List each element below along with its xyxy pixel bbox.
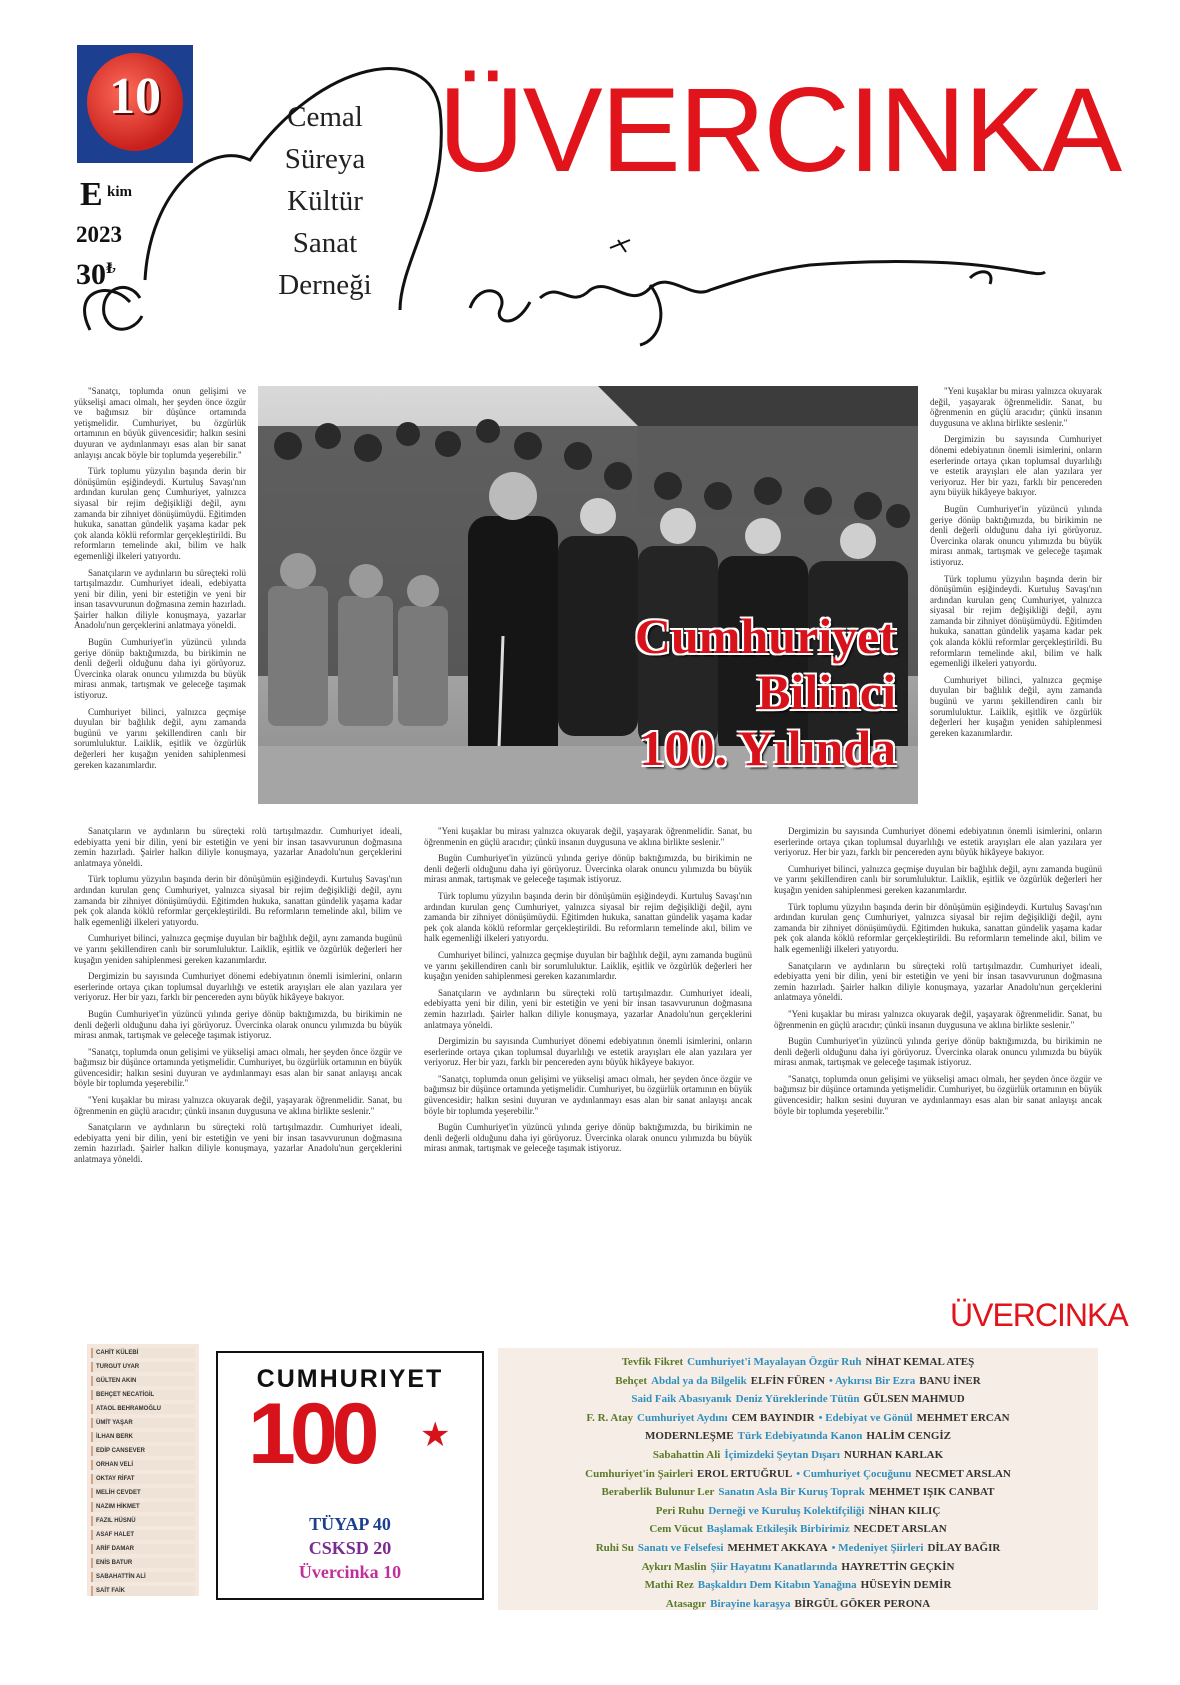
headline-line: 100. Yılında [639, 720, 896, 776]
contents-row[interactable] [498, 1520, 1098, 1539]
toc-item: TURGUT UYAR [91, 1362, 195, 1372]
toc-item: ARİF DAMAR [91, 1544, 195, 1554]
anniversary-line: Üvercinka 10 [298, 1562, 402, 1582]
toc-item: ATAOL BEHRAMOĞLU [91, 1404, 195, 1414]
author-name: BİRGÜL GÖKER PERONA [794, 1597, 931, 1610]
contents-row[interactable] [498, 1353, 1098, 1372]
body-paragraph: "Yeni kuşaklar bu mirası yalnızca okuyarak değil, yaşayarak öğrenmelidir. Sanat, bu öğrenmenin en güçlü aracıdır; çünkü insanın duygusuna ve aklına birlikte seslenir." [930, 386, 1102, 428]
toc-item: ORHAN VELİ [91, 1460, 195, 1470]
article-title: İçimizdeki Şeytan Dışarı [724, 1448, 840, 1461]
article-title: • Aykırısı Bir Ezra [829, 1374, 916, 1387]
body-paragraph: Türk toplumu yüzyılın başında derin bir dönüşümün eşiğindeydi. Kurtuluş Savaşı'nın ardından kurulan genç Cumhuriyet, yalnızca siyasal bir rejim değişikliği değil, aynı zamanda bir zihniyet dönüşümüydü. Eğitimden hukuka, sanattan gündelik yaşama kadar pek çok alanda köklü reformlar gerçekleştirildi. Bu reformların temelinde akıl, bilim ve halk egemenliği ilkeleri yatıyordu. [424, 890, 752, 944]
toc-item: ÜMİT YAŞAR [91, 1418, 195, 1428]
author-name: NECMET ARSLAN [915, 1467, 1011, 1480]
article-title: • Edebiyat ve Gönül [818, 1411, 913, 1424]
article-title: • Cumhuriyet Çocuğunu [796, 1467, 912, 1480]
article-title: • Medeniyet Şiirleri [831, 1541, 924, 1554]
toc-item: EDİP CANSEVER [91, 1446, 195, 1456]
contents-row[interactable] [498, 1595, 1098, 1614]
subject-label: Tevfik Fikret [621, 1356, 684, 1368]
body-paragraph: Dergimizin bu sayısında Cumhuriyet dönemi edebiyatının önemli isimlerini, onların eserlerinde ortaya çıkan toplumsal duyarlılığı ve estetik arayışları ele alan yazılara yer veriyoruz. Her bir yazı, farklı bir pencereden aynı büyük hikâyeye bakıyor. [74, 971, 402, 1003]
assoc-line: Süreya [284, 143, 366, 175]
column-lower-1 [74, 826, 402, 1330]
body-paragraph: "Yeni kuşaklar bu mirası yalnızca okuyarak değil, yaşayarak öğrenmelidir. Sanat, bu öğrenmenin en güçlü aracıdır; çünkü insanın duygusuna ve aklına birlikte seslenir." [774, 1008, 1102, 1030]
subject-label: Behçet [615, 1374, 648, 1387]
author-name: HALİM CENGİZ [866, 1430, 951, 1443]
subject-label: Peri Ruhu [655, 1504, 705, 1517]
contents-row[interactable] [498, 1372, 1098, 1391]
toc-strip [87, 1344, 199, 1596]
subject-label: F. R. Atay [586, 1411, 634, 1424]
body-paragraph: Türk toplumu yüzyılın başında derin bir dönüşümün eşiğindeydi. Kurtuluş Savaşı'nın ardından kurulan genç Cumhuriyet, yalnızca siyasal bir rejim değişikliği değil, aynı zamanda bir zihniyet dönüşümüydü. Eğitimden hukuka, sanattan gündelik yaşama kadar pek çok alanda köklü reformlar gerçekleştirildi. Bu reformların temelinde akıl, bilim ve halk egemenliği ilkeleri yatıyordu. [74, 466, 246, 561]
subject-label: Atasagır [665, 1597, 707, 1610]
article-title: Şiir Hayatını Kanatlarında [710, 1560, 838, 1573]
body-paragraph: Cumhuriyet bilinci, yalnızca geçmişe duyulan bir bağlılık değil, aynı zamanda bugünü ve yarını şekillendiren canlı bir sorumluluktur. Laiklik, eşitlik ve özgürlük değerleri her kuşağın yeniden sahiplenmesi gereken kazanımlardır. [74, 706, 246, 770]
issue-letter: E [80, 176, 103, 213]
article-title: Derneği ve Kuruluş Kolektifçiliği [708, 1504, 865, 1517]
body-paragraph: Cumhuriyet bilinci, yalnızca geçmişe duyulan bir bağlılık değil, aynı zamanda bugünü ve yarını şekillendiren canlı bir sorumluluktur. Laiklik, eşitlik ve özgürlük değerleri her kuşağın yeniden sahiplenmesi gereken kazanımlardır. [930, 674, 1102, 738]
star-icon: ★ [420, 1417, 451, 1454]
contents-panel [498, 1348, 1098, 1610]
toc-item: CAHİT KÜLEBİ [91, 1348, 195, 1358]
author-name: CEM BAYINDIR [731, 1411, 815, 1424]
author-name: GÜLSEN MAHMUD [863, 1393, 965, 1406]
price-value: 30 [76, 258, 106, 291]
body-paragraph: Türk toplumu yüzyılın başında derin bir dönüşümün eşiğindeydi. Kurtuluş Savaşı'nın ardından kurulan genç Cumhuriyet, yalnızca siyasal bir rejim değişikliği değil, aynı zamanda bir zihniyet dönüşümüydü. Eğitimden hukuka, sanattan gündelik yaşama kadar pek çok alanda köklü reformlar gerçekleştirildi. Bu reformların temelinde akıl, bilim ve halk egemenliği ilkeleri yatıyordu. [774, 901, 1102, 954]
article-title: Sanatı ve Felsefesi [637, 1541, 724, 1554]
body-paragraph: Bugün Cumhuriyet'in yüzüncü yılında geriye dönüp baktığımızda, bu birikimin ne denli değerli olduğunu daha iyi görüyoruz. Üvercinka olarak onuncu yılımızda bu büyük mirası anmak, tartışmak ve geleceğe taşımak istiyoruz. [930, 503, 1102, 567]
column-lower-3 [774, 826, 1102, 1286]
contents-row[interactable] [498, 1409, 1098, 1428]
author-name: HÜSEYİN DEMİR [860, 1579, 952, 1592]
author-name: NİHAN KILIÇ [868, 1504, 941, 1517]
article-title: Türk Edebiyatında Kanon [737, 1430, 863, 1443]
contents-row[interactable] [498, 1576, 1098, 1595]
subject-label: Cumhuriyet'in Şairleri [585, 1467, 693, 1480]
article-title: Başkaldırı Dem Kitabın Yanağına [697, 1579, 857, 1592]
contents-row[interactable] [498, 1446, 1098, 1465]
assoc-line: Sanat [292, 227, 358, 259]
body-paragraph: Bugün Cumhuriyet'in yüzüncü yılında geriye dönüp baktığımızda, bu birikimin ne denli değerli olduğunu daha iyi görüyoruz. Üvercinka olarak onuncu yılımızda bu büyük mirası anmak, tartışmak ve geleceğe taşımak istiyoruz. [74, 637, 246, 701]
article-title: Abdal ya da Bilgelik [651, 1374, 747, 1387]
currency-symbol: ₺ [106, 262, 116, 277]
column-lower-2 [424, 826, 752, 1330]
author-name: NECDET ARSLAN [853, 1523, 947, 1536]
body-paragraph: Cumhuriyet bilinci, yalnızca geçmişe duyulan bir bağlılık değil, aynı zamanda bugünü ve yarını şekillendiren canlı bir sorumluluktur. Laiklik, eşitlik ve özgürlük değerleri her kuşağın yeniden sahiplenmesi gereken kazanımlardır. [424, 949, 752, 982]
toc-item: FAZIL HÜSNÜ [91, 1516, 195, 1526]
toc-item: GÜLTEN AKIN [91, 1376, 195, 1386]
body-paragraph: Dergimizin bu sayısında Cumhuriyet dönemi edebiyatının önemli isimlerini, onların eserlerinde ortaya çıkan toplumsal duyarlılığı ve estetik arayışları ele alan yazılara yer veriyoruz. Her bir yazı, farklı bir pencereden aynı büyük hikâyeye bakıyor. [774, 826, 1102, 858]
body-paragraph: "Yeni kuşaklar bu mirası yalnızca okuyarak değil, yaşayarak öğrenmelidir. Sanat, bu öğrenmenin en güçlü aracıdır; çünkü insanın duygusuna ve aklına birlikte seslenir." [74, 1095, 402, 1116]
article-title: Sanatın Asla Bir Kuruş Toprak [718, 1486, 865, 1499]
hero-photo [258, 386, 918, 804]
body-paragraph: Bugün Cumhuriyet'in yüzüncü yılında geriye dönüp baktığımızda, bu birikimin ne denli değerli olduğunu daha iyi görüyoruz. Üvercinka olarak onuncu yılımızda bu büyük mirası anmak, tartışmak ve geleceğe taşımak istiyoruz. [424, 1122, 752, 1154]
toc-item: BEHÇET NECATİGİL [91, 1390, 195, 1400]
body-paragraph: Bugün Cumhuriyet'in yüzüncü yılında geriye dönüp baktığımızda, bu birikimin ne denli değerli olduğunu daha iyi görüyoruz. Üvercinka olarak onuncu yılımızda bu büyük mirası anmak, tartışmak ve geleceğe taşımak istiyoruz. [424, 853, 752, 885]
magazine-title: ÜVERCINKA [438, 63, 1121, 197]
anniversary-line: TÜYAP 40 [309, 1514, 391, 1534]
toc-item: MELİH CEVDET [91, 1488, 195, 1498]
article-title: Said Faik Abasıyanık [631, 1393, 732, 1406]
article-title: Cumhuriyet'i Mayalayan Özgür Ruh [687, 1356, 862, 1368]
toc-item: ASAF HALET [91, 1530, 195, 1540]
body-paragraph: Cumhuriyet bilinci, yalnızca geçmişe duyulan bir bağlılık değil, aynı zamanda bugünü ve yarını şekillendiren canlı bir sorumluluktur. Laiklik, eşitlik ve özgürlük değerleri her kuşağın yeniden sahiplenmesi gereken kazanımlardır. [74, 933, 402, 965]
author-name: MEHMET IŞIK CANBAT [868, 1486, 995, 1499]
subject-label: Aykırı Maslin [641, 1560, 707, 1573]
article-title: Cumhuriyet Aydını [637, 1411, 728, 1424]
brand-logo-small: ÜVERCINKA [950, 1297, 1128, 1333]
body-paragraph: Sanatçıların ve aydınların bu süreçteki rolü tartışılmazdır. Cumhuriyet ideali, edebiyatta yeni bir dilin, yeni bir estetiğin ve yeni bir insan tasavvurunun doğmasına zemin hazırladı. Şairler halkın diliyle konuşmaya, yazarlar Anadolu'nun gerçeklerini anlatmaya yöneldi. [424, 987, 752, 1030]
assoc-line: Kültür [287, 185, 363, 217]
contents-row[interactable] [498, 1483, 1098, 1502]
contents-row[interactable] [498, 1390, 1098, 1409]
column-left-upper [74, 386, 246, 810]
author-name: MEHMET ERCAN [916, 1411, 1010, 1424]
body-paragraph: Sanatçıların ve aydınların bu süreçteki rolü tartışılmazdır. Cumhuriyet ideali, edebiyatta yeni bir dilin, yeni bir estetiğin ve yeni bir insan tasavvurunun doğmasına zemin hazırladı. Şairler halkın diliyle konuşmaya, yazarlar Anadolu'nun gerçeklerini anlatmaya yöneldi. [774, 960, 1102, 1003]
body-paragraph: Cumhuriyet bilinci, yalnızca geçmişe duyulan bir bağlılık değil, aynı zamanda bugünü ve yarını şekillendiren canlı bir sorumluluktur. Laiklik, eşitlik ve özgürlük değerleri her kuşağın yeniden sahiplenmesi gereken kazanımlardır. [774, 863, 1102, 895]
author-name: BANU İNER [919, 1374, 981, 1387]
body-paragraph: Dergimizin bu sayısında Cumhuriyet dönemi edebiyatının önemli isimlerini, onların eserlerinde ortaya çıkan toplumsal duyarlılığı ve estetik arayışları ele alan yazılara yer veriyoruz. Her bir yazı, farklı bir pencereden aynı büyük hikâyeye bakıyor. [424, 1036, 752, 1068]
subject-label: Beraberlik Bulunur Ler [601, 1486, 715, 1499]
cumhuriyet-word: CUMHURIYET [256, 1365, 444, 1393]
author-name: NURHAN KARLAK [843, 1448, 944, 1461]
toc-item: ENİS BATUR [91, 1558, 195, 1568]
author-name: ELFİN FÜREN [750, 1374, 825, 1387]
body-paragraph: "Sanatçı, toplumda onun gelişimi ve yükselişi amacı olmalı, her şeyden önce özgür ve bağımsız bir düşünce ortamında yetişmelidir. Cumhuriyet, bu özgürlük ortamının en büyük güvencesidir; halkın sesini duyuran ve aydınlanmayı esas alan bir sanat anlayışı ancak böyle bir toplumda yeşerebilir." [424, 1073, 752, 1116]
body-paragraph: Türk toplumu yüzyılın başında derin bir dönüşümün eşiğindeydi. Kurtuluş Savaşı'nın ardından kurulan genç Cumhuriyet, yalnızca siyasal bir rejim değişikliği değil, aynı zamanda bir zihniyet dönüşümüydü. Eğitimden hukuka, sanattan gündelik yaşama kadar pek çok alanda köklü reformlar gerçekleştirildi. Bu reformların temelinde akıl, bilim ve halk egemenliği ilkeleri yatıyordu. [74, 874, 402, 927]
issue-year: 2023 [76, 222, 122, 247]
toc-item: OKTAY RİFAT [91, 1474, 195, 1484]
body-paragraph: Bugün Cumhuriyet'in yüzüncü yılında geriye dönüp baktığımızda, bu birikimin ne denli değerli olduğunu daha iyi görüyoruz. Üvercinka olarak onuncu yılımızda bu büyük mirası anmak, tartışmak ve geleceğe taşımak istiyoruz. [774, 1036, 1102, 1068]
contents-row[interactable] [498, 1427, 1098, 1446]
body-paragraph: Sanatçıların ve aydınların bu süreçteki rolü tartışılmazdır. Cumhuriyet ideali, edebiyatta yeni bir dilin, yeni bir estetiğin ve yeni bir insan tasavvurunun doğmasına zemin hazırladı. Şairler halkın diliyle konuşmaya, yazarlar Anadolu'nun gerçeklerini anlatmaya yöneldi. [74, 826, 402, 868]
column-right-upper [930, 386, 1102, 810]
author-name: NİHAT KEMAL ATEŞ [865, 1356, 975, 1368]
contents-row[interactable] [498, 1465, 1098, 1484]
author-name: HAYRETTİN GEÇKİN [841, 1560, 955, 1573]
article-title: Başlamak Etkileşik Birbirimiz [706, 1523, 850, 1536]
hero-headline [635, 608, 896, 776]
headline-line: Bilinci [757, 664, 896, 720]
body-paragraph: Sanatçıların ve aydınların bu süreçteki rolü tartışılmazdır. Cumhuriyet ideali, edebiyatta yeni bir dilin, yeni bir estetiğin ve yeni bir insan tasavvurunun doğmasına zemin hazırladı. Şairler halkın diliyle konuşmaya, yazarlar Anadolu'nun gerçeklerini anlatmaya yöneldi. [74, 567, 246, 631]
contents-row[interactable] [498, 1502, 1098, 1521]
subject-label: Cem Vücut [649, 1523, 703, 1536]
body-paragraph: Dergimizin bu sayısında Cumhuriyet dönemi edebiyatının önemli isimlerini, onların eserlerinde ortaya çıkan toplumsal duyarlılığı ve estetik arayışları ele alan yazılara yer veriyoruz. Her bir yazı, farklı bir pencereden aynı büyük hikâyeye bakıyor. [930, 434, 1102, 498]
author-name: EROL ERTUĞRUL [697, 1467, 793, 1480]
body-paragraph: Bugün Cumhuriyet'in yüzüncü yılında geriye dönüp baktığımızda, bu birikimin ne denli değerli olduğunu daha iyi görüyoruz. Üvercinka olarak onuncu yılımızda bu büyük mirası anmak, tartışmak ve geleceğe taşımak istiyoruz. [74, 1008, 402, 1041]
subject-label: Mathi Rez [644, 1579, 694, 1592]
cumhuriyet-number: 100 [248, 1386, 374, 1482]
badge-number: 10 [109, 68, 161, 125]
author-name: MODERNLEŞME [645, 1430, 734, 1443]
body-paragraph: "Sanatçı, toplumda onun gelişimi ve yükselişi amacı olmalı, her şeyden önce özgür ve bağımsız bir düşünce ortamında yetişmelidir. Cumhuriyet, bu özgürlük ortamının en büyük güvencesidir; halkın sesini duyuran ve aydınlanmayı esas alan bir sanat anlayışı ancak böyle bir toplumda yeşerebilir." [74, 1046, 402, 1089]
assoc-line: Derneği [278, 269, 372, 301]
anniversary-line: CSKSD 20 [308, 1538, 392, 1558]
author-name: DİLAY BAĞIR [927, 1541, 1001, 1554]
body-paragraph: "Sanatçı, toplumda onun gelişimi ve yükselişi amacı olmalı, her şeyden önce özgür ve bağımsız bir düşünce ortamında yetişmelidir. Cumhuriyet, bu özgürlük ortamının en büyük güvencesidir; halkın sesini duyuran ve aydınlanmayı esas alan bir sanat anlayışı ancak böyle bir toplumda yeşerebilir." [74, 386, 246, 460]
headline-line: Cumhuriyet [634, 608, 896, 664]
assoc-line: Cemal [287, 101, 363, 133]
body-paragraph: Türk toplumu yüzyılın başında derin bir dönüşümün eşiğindeydi. Kurtuluş Savaşı'nın ardından kurulan genç Cumhuriyet, yalnızca siyasal bir rejim değişikliği değil, aynı zamanda bir zihniyet dönüşümüydü. Eğitimden hukuka, sanattan gündelik yaşama kadar pek çok alanda köklü reformlar gerçekleştirildi. Bu reformların temelinde akıl, bilim ve halk egemenliği ilkeleri yatıyordu. [930, 573, 1102, 669]
author-name: MEHMET AKKAYA [727, 1541, 828, 1554]
toc-item: İLHAN BERK [91, 1432, 195, 1442]
subject-label: Sabahattin Ali [652, 1448, 721, 1461]
toc-item: SAİT FAİK [91, 1586, 195, 1596]
contents-row[interactable] [498, 1558, 1098, 1577]
contents-rows [498, 1348, 1098, 1613]
contents-row[interactable] [498, 1539, 1098, 1558]
body-paragraph: "Yeni kuşaklar bu mirası yalnızca okuyarak değil, yaşayarak öğrenmelidir. Sanat, bu öğrenmenin en güçlü aracıdır; çünkü insanın duygusuna ve aklına birlikte seslenir." [424, 826, 752, 847]
toc-list [87, 1348, 199, 1596]
toc-item: NAZIM HİKMET [91, 1502, 195, 1512]
body-paragraph: Sanatçıların ve aydınların bu süreçteki rolü tartışılmazdır. Cumhuriyet ideali, edebiyatta yeni bir dilin, yeni bir estetiğin ve yeni bir insan tasavvurunun doğmasına zemin hazırladı. Şairler halkın diliyle konuşmaya, yazarlar Anadolu'nun gerçeklerini anlatmaya yöneldi. [74, 1122, 402, 1165]
body-paragraph: "Sanatçı, toplumda onun gelişimi ve yükselişi amacı olmalı, her şeyden önce özgür ve bağımsız bir düşünce ortamında yetişmelidir. Cumhuriyet, bu özgürlük ortamının en büyük güvencesidir; halkın sesini duyuran ve aydınlanmayı esas alan bir sanat anlayışı ancak böyle bir toplumda yeşerebilir." [774, 1073, 1102, 1116]
article-title: Deniz Yüreklerinde Tütün [735, 1393, 860, 1406]
cumhuriyet-100-box [216, 1351, 484, 1600]
issue-month: kim [107, 184, 133, 200]
subject-label: Ruhi Su [595, 1541, 634, 1554]
article-title: Birayine karaşya [710, 1597, 791, 1610]
toc-item: SABAHATTİN ALİ [91, 1572, 195, 1582]
